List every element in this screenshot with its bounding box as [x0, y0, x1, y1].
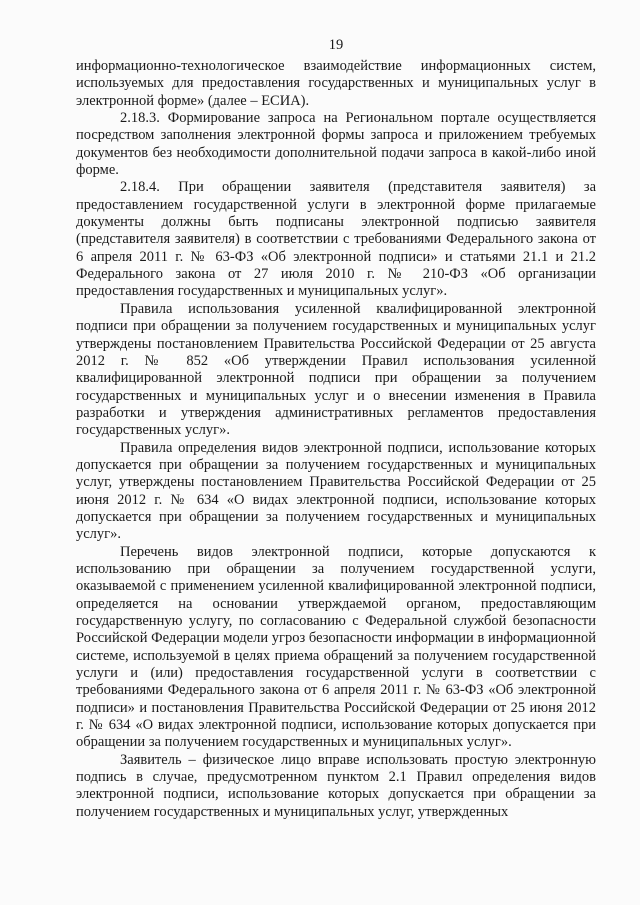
- paragraph-qualified-signature-rules: Правила использования усиленной квалифицированной электронной подписи при обращении за получением государственных и муниципальных услуг утверждены постановлением Правительства Российской Федерации от 25 августа 2012 г. № 852 «Об утверждении Правил использования усиленной квалифицированной электронной подписи при обращении за получением государственных и муниципальных услуг и о внесении изменения в Правила разработки и утверждения административных регламентов предоставления государственных услуг».: [76, 300, 596, 439]
- paragraph-signature-types-rules: Правила определения видов электронной подписи, использование которых допускается при обращении за получением государственных и муниципальных услуг, утверждены постановлением Правительства Российской Федерации от 25 июня 2012 г. № 634 «О видах электронной подписи, использование которых допускается при обращении за получением государственных и муниципальных услуг».: [76, 439, 596, 543]
- paragraph-signature-types-list: Перечень видов электронной подписи, которые допускаются к использованию при обращении за получением государственной услуги, оказываемой с применением усиленной квалифицированной электронной подписи, определяется на основании утверждаемой органом, предоставляющим государственную услугу, по согласованию с Федеральной службой безопасности Российской Федерации модели угроз безопасности информации в информационной системе, используемой в целях приема обращений за получением государственной услуги и (или) предоставления государственной услуги в соответствии с требованиями Федерального закона от 6 апреля 2011 г. № 63-ФЗ «Об электронной подписи» и постановления Правительства Российской Федерации от 25 июня 2012 г. № 634 «О видах электронной подписи, использование которых допускается при обращении за получением государственных и муниципальных услуг».: [76, 543, 596, 751]
- paragraph-esia-continuation: информационно-технологическое взаимодействие информационных систем, используемых для предоставления государственных и муниципальных услуг в электронной форме» (далее – ЕСИА).: [76, 58, 596, 109]
- paragraph-2-18-4: 2.18.4. При обращении заявителя (представителя заявителя) за предоставлением государственной услуги в электронной форме прилагаемые документы должны быть подписаны электронной подписью заявителя (представителя заявителя) в соответствии с требованиями Федерального закона от 6 апреля 2011 г. № 63-ФЗ «Об электронной подписи» и статьями 21.1 и 21.2 Федерального закона от 27 июля 2010 г. № 210-ФЗ «Об организации предоставления государственных и муниципальных услуг».: [76, 179, 596, 300]
- paragraph-individual-simple-signature: Заявитель – физическое лицо вправе использовать простую электронную подпись в случае, предусмотренном пунктом 2.1 Правил определения видов электронной подписи, использование которых допускается при обращении за получением государственных и муниципальных услуг, утвержденных: [76, 751, 596, 820]
- paragraph-2-18-3: 2.18.3. Формирование запроса на Региональном портале осуществляется посредством заполнения электронной формы запроса и приложением требуемых документов без необходимости дополнительной подачи запроса в какой-либо иной форме.: [76, 110, 596, 179]
- page-number: 19: [328, 37, 344, 53]
